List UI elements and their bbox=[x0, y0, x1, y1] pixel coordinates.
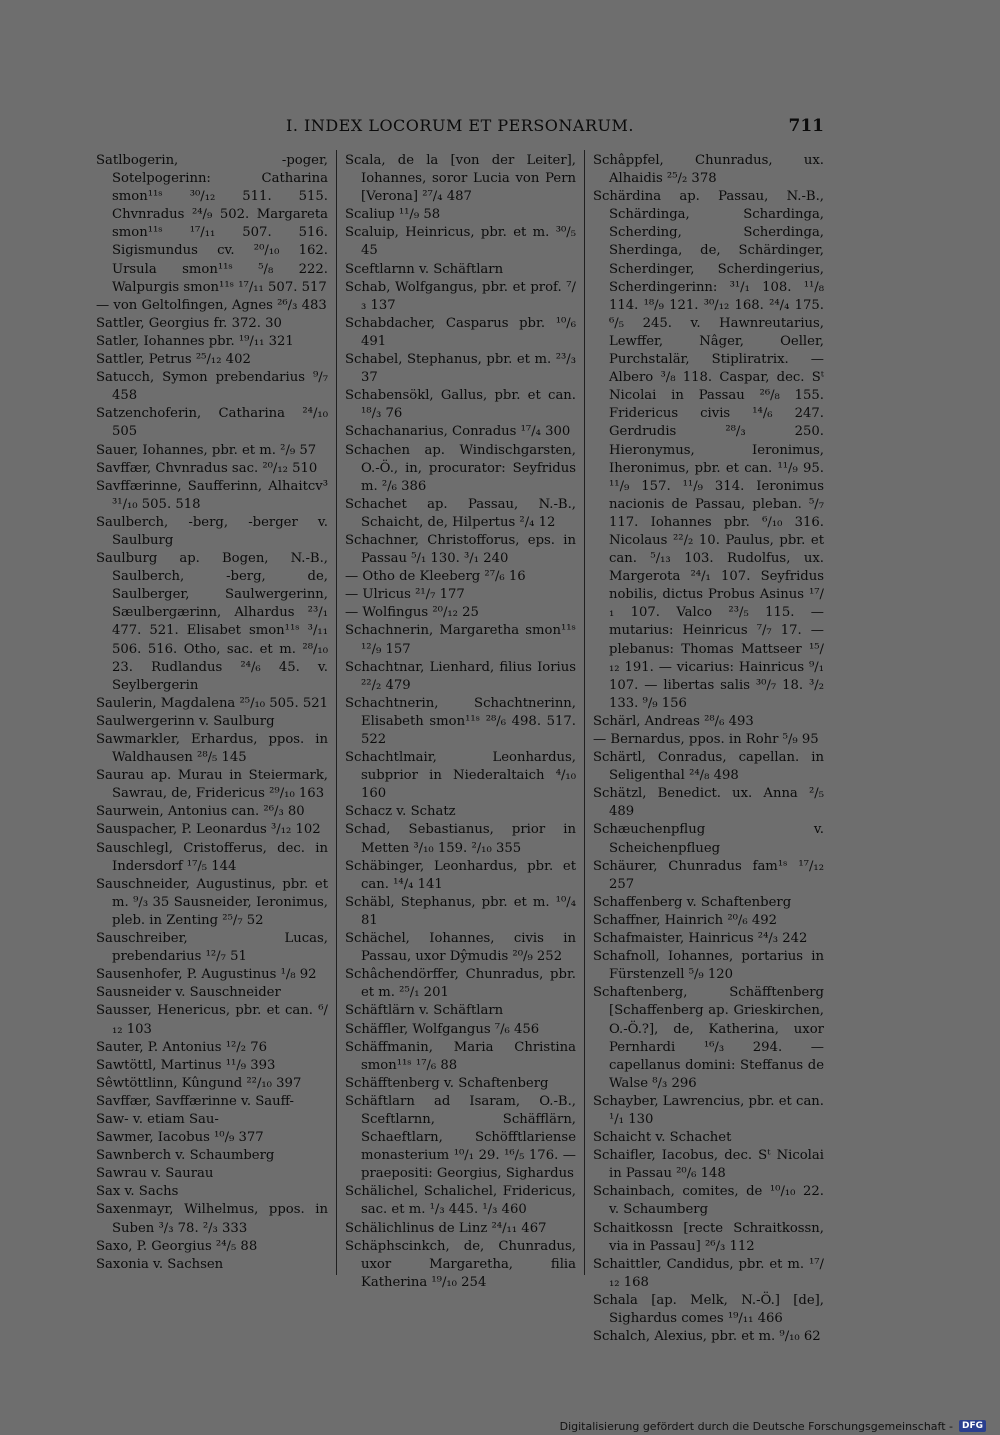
index-entry: Schäurer, Chunradus fam¹ˢ ¹⁷/₁₂ 257 bbox=[593, 858, 824, 892]
index-entry: Scaluip, Heinricus, pbr. et m. ³⁰/₅ 45 bbox=[345, 225, 576, 259]
index-entry: Schaffner, Hainrich ²⁰/₆ 492 bbox=[593, 912, 778, 928]
index-entry: Schaffenberg v. Schaftenberg bbox=[593, 894, 792, 910]
index-entry: Schälichel, Schalichel, Fridericus, sac. et m. ¹/₃ 445. ¹/₃ 460 bbox=[345, 1184, 576, 1218]
index-entry: Sauschreiber, Lucas, prebendarius ¹²/₇ 51 bbox=[96, 931, 328, 965]
running-title: I. INDEX LOCORUM ET PERSONARUM. bbox=[286, 116, 634, 135]
index-entry: Sauschneider, Augustinus, pbr. et m. ⁹/₃ 35 Sausneider, Ieronimus, pleb. in Zenting ²⁵/₇ 52 bbox=[96, 876, 328, 928]
index-entry: Schachtnerin, Schachtnerinn, Elisabeth smon¹¹ˢ ²⁸/₆ 498. 517. 522 bbox=[345, 695, 576, 747]
index-entry: Schâppfel, Chunradus, ux. Alhaidis ²⁵/₂ 378 bbox=[593, 153, 824, 187]
index-entry: Savffærinne, Saufferinn, Alhaitcv³ ³¹/₁₀ 505. 518 bbox=[96, 478, 328, 512]
index-entry: Schad, Sebastianus, prior in Metten ³/₁₀ 159. ²/₁₀ 355 bbox=[345, 822, 576, 856]
index-entry: Schächel, Iohannes, civis in Passau, uxor Dŷmudis ²⁰/₉ 252 bbox=[345, 931, 576, 965]
index-entry: Schaitkossn [recte Schraitkossn, via in Passau] ²⁶/₃ 112 bbox=[593, 1220, 824, 1254]
index-entry: Sausser, Henericus, pbr. et can. ⁶/₁₂ 103 bbox=[96, 1003, 328, 1037]
index-entry: — Bernardus, ppos. in Rohr ⁵/₉ 95 bbox=[593, 732, 819, 747]
index-entry: Schabel, Stephanus, pbr. et m. ²³/₃ 37 bbox=[345, 352, 576, 386]
index-entry: Satler, Iohannes pbr. ¹⁹/₁₁ 321 bbox=[96, 333, 294, 349]
index-entry: Schäftlarn ad Isaram, O.-B., Sceftlarnn, Schäfflärn, Schaeftlarn, Schöfftlariense monasterium ¹⁰/₁ 29. ¹⁶/₅ 176. — praepositi: Georgius, Sighardus bbox=[345, 1093, 576, 1182]
index-entry: Schäftlärn v. Schäftlarn bbox=[345, 1003, 504, 1019]
index-entry: Schäfftenberg v. Schaftenberg bbox=[345, 1075, 549, 1091]
index-entry: Schäbinger, Leonhardus, pbr. et can. ¹⁴/₄ 141 bbox=[345, 858, 576, 892]
index-entry: Satucch, Symon prebendarius ⁹/₇ 458 bbox=[96, 370, 328, 404]
index-entry: Schaftenberg, Schäfftenberg [Schaffenberg ap. Grieskirchen, O.-Ö.?], de, Katherina, uxor Pernhardi ¹⁶/₃ 294. — capellanus domini: Steffanus de Walse ⁸/₃ 296 bbox=[593, 985, 824, 1091]
index-entry: Schärdina ap. Passau, N.-B., Schärdinga, Schardinga, Scherding, Scherdinga, Sherdinga, de, Schärdinger, Scherdinger, Scherdingerius, Scherdingerinn: ³¹/₁ 108. ¹¹/₈ 114. ¹⁸/₉ 121. ³⁰/₁₂ 168. ²⁴/₄ 175. ⁶/₅ 245. v. Hawnreutarius, Lewffer, Nâger, Oeller, Purchstalär, Stipliratrix. — Albero ³/₈ 118. Caspar, dec. Sᵗ Nicolai in Passau ²⁶/₈ 155. Fridericus civis ¹⁴/₆ 247. Gerdrudis ²⁸/₃ 250. Hieronymus, Ieronimus, Iheronimus, pbr. et can. ¹¹/₉ 95. ¹¹/₉ 157. ¹¹/₉ 314. Ieronimus nacionis de Passau, pleban. ⁵/₇ 117. Iohannes pbr. ⁶/₁₀ 316. Nicolaus ²²/₂ 10. Paulus, pbr. et can. ⁵/₁₃ 103. Rudolfus, ux. Margerota ²⁴/₁ 107. Seyfridus nobilis, dictus Probus Asinus ¹⁷/₁ 107. Valco ²³/₅ 115. — mutarius: Heinricus ⁷/₇ 17. — plebanus: Thomas Mattseer ¹⁵/₁₂ 191. — vicarius: Hainricus ⁹/₁ 107. — libertas salis ³⁰/₇ 18. ³/₂ 133. ⁹/₉ 156 bbox=[593, 189, 824, 711]
page-header bbox=[90, 114, 830, 138]
index-entry: Sêwtöttlinn, Kûngund ²²/₁₀ 397 bbox=[96, 1075, 302, 1091]
index-entry: Schabdacher, Casparus pbr. ¹⁰/₆ 491 bbox=[345, 315, 576, 349]
index-entry: Sausenhofer, P. Augustinus ¹/₈ 92 bbox=[96, 967, 317, 983]
index-entry: Schätzl, Benedict. ux. Anna ²/₅ 489 bbox=[593, 786, 824, 820]
index-entry: Schainbach, comites, de ¹⁰/₁₀ 22. v. Schaumberg bbox=[593, 1184, 824, 1218]
index-entry: — Ulricus ²¹/₇ 177 bbox=[345, 587, 465, 603]
index-entry: Schala [ap. Melk, N.-Ö.] [de], Sighardus comes ¹⁹/₁₁ 466 bbox=[593, 1292, 824, 1326]
index-entry: Sattler, Georgius fr. 372. 30 bbox=[96, 315, 282, 331]
index-entry: Savffær, Chvnradus sac. ²⁰/₁₂ 510 bbox=[96, 460, 318, 476]
index-entry: Schachanarius, Conradus ¹⁷/₄ 300 bbox=[345, 424, 571, 440]
index-entry: Scaliup ¹¹/₉ 58 bbox=[345, 207, 441, 223]
index-entry: Sawrau v. Saurau bbox=[96, 1166, 214, 1182]
index-entry: Schacz v. Schatz bbox=[345, 804, 456, 820]
index-entry: Schäffler, Wolfgangus ⁷/₆ 456 bbox=[345, 1021, 540, 1037]
index-entry: — von Geltolfingen, Agnes ²⁶/₃ 483 bbox=[96, 297, 327, 313]
index-entry: Saulburg ap. Bogen, N.-B., Saulberch, -berg, de, Saulberger, Saulwergerinn, Sæulbergærinn, Alhardus ²³/₁ 477. 521. Elisabet smon¹¹ˢ ³/₁₁ 506. 516. Otho, sac. et m. ²⁸/₁₀ 23. Rudlandus ²⁴/₆ 45. v. Seylbergerin bbox=[96, 551, 328, 693]
index-entry: Schaicht v. Schachet bbox=[593, 1130, 732, 1146]
index-entry: Satzenchoferin, Catharina ²⁴/₁₀ 505 bbox=[96, 406, 328, 440]
index-entry: Schachet ap. Passau, N.-B., Schaicht, de, Hilpertus ²/₄ 12 bbox=[345, 496, 576, 530]
index-entry: — Wolfingus ²⁰/₁₂ 25 bbox=[345, 605, 479, 621]
index-entry: Schärl, Andreas ²⁸/₆ 493 bbox=[593, 713, 754, 729]
index-entry: Schäphscinkch, de, Chunradus, uxor Margaretha, filia Katherina ¹⁹/₁₀ 254 bbox=[345, 1238, 576, 1290]
index-entry: Saw- v. etiam Sau- bbox=[96, 1111, 219, 1127]
index-entry: Scala, de la [von der Leiter], Iohannes, soror Lucia von Pern [Verona] ²⁷/₄ 487 bbox=[345, 153, 576, 205]
index-columns bbox=[88, 150, 832, 1345]
index-entry: Schab, Wolfgangus, pbr. et prof. ⁷/₃ 137 bbox=[345, 279, 576, 313]
index-entry: Schäffmanin, Maria Christina smon¹¹ˢ ¹⁷/₆ 88 bbox=[345, 1039, 576, 1073]
index-entry: Sax v. Sachs bbox=[96, 1184, 179, 1200]
index-entry: Sattler, Petrus ²⁵/₁₂ 402 bbox=[96, 352, 251, 368]
index-entry: Saulberch, -berg, -berger v. Saulburg bbox=[96, 514, 328, 548]
index-entry: Schärtl, Conradus, capellan. in Seligenthal ²⁴/₈ 498 bbox=[593, 750, 824, 784]
index-entry: Saulwergerinn v. Saulburg bbox=[96, 713, 275, 729]
index-entry: Sawmer, Iacobus ¹⁰/₉ 377 bbox=[96, 1130, 264, 1146]
index-entry: Schachner, Christofforus, eps. in Passau ⁵/₁ 130. ³/₁ 240 bbox=[345, 532, 576, 567]
index-entry: Schaittler, Candidus, pbr. et m. ¹⁷/₁₂ 168 bbox=[593, 1256, 824, 1290]
index-entry: Schachtlmair, Leonhardus, subprior in Niederaltaich ⁴/₁₀ 160 bbox=[345, 750, 576, 802]
footer-text: Digitalisierung gefördert durch die Deutsche Forschungsgemeinschaft - bbox=[559, 1419, 953, 1433]
index-entry: Schabensökl, Gallus, pbr. et can. ¹⁸/₃ 76 bbox=[345, 388, 576, 422]
footer bbox=[560, 1419, 986, 1433]
index-entry: Saulerin, Magdalena ²⁵/₁₀ 505. 521 bbox=[96, 695, 328, 711]
index-entry: Sawmarkler, Erhardus, ppos. in Waldhausen ²⁸/₅ 145 bbox=[96, 732, 328, 766]
index-entry: Sawnberch v. Schaumberg bbox=[96, 1148, 275, 1164]
index-entry: Saxenmayr, Wilhelmus, ppos. in Suben ³/₃ 78. ²/₃ 333 bbox=[96, 1202, 328, 1236]
index-entry: Schaifler, Iacobus, dec. Sᵗ Nicolai in Passau ²⁰/₆ 148 bbox=[593, 1148, 824, 1182]
index-entry: Savffær, Savffærinne v. Sauff- bbox=[96, 1093, 294, 1109]
index-entry: — Otho de Kleeberg ²⁷/₆ 16 bbox=[345, 569, 526, 585]
index-entry: Schäbl, Stephanus, pbr. et m. ¹⁰/₄ 81 bbox=[345, 894, 576, 928]
index-entry: Sauspacher, P. Leonardus ³/₁₂ 102 bbox=[96, 822, 321, 838]
index-entry: Sauschlegl, Cristofferus, dec. in Indersdorf ¹⁷/₅ 144 bbox=[96, 840, 328, 874]
index-entry: Sawtöttl, Martinus ¹¹/₉ 393 bbox=[96, 1057, 276, 1073]
index-entry: Sauter, P. Antonius ¹²/₂ 76 bbox=[96, 1039, 268, 1055]
index-entry: Schafmaister, Hainricus ²⁴/₃ 242 bbox=[593, 931, 808, 947]
dfg-logo: DFG bbox=[959, 1420, 986, 1432]
index-column-middle bbox=[336, 150, 584, 1290]
index-entry: Sausneider v. Sauschneider bbox=[96, 985, 281, 1001]
index-entry: Sceftlarnn v. Schäftlarn bbox=[345, 261, 504, 277]
index-entry: Schalch, Alexius, pbr. et m. ⁹/₁₀ 62 bbox=[593, 1329, 821, 1345]
page-number: 711 bbox=[788, 116, 824, 136]
index-entry: Saurau ap. Murau in Steiermark, Sawrau, de, Fridericus ²⁹/₁₀ 163 bbox=[96, 768, 328, 802]
index-column-right bbox=[584, 150, 832, 1345]
index-entry: Schafnoll, Iohannes, portarius in Fürstenzell ⁵/₉ 120 bbox=[593, 949, 824, 983]
index-entry: Schachtnar, Lienhard, filius Iorius ²²/₂ 479 bbox=[345, 659, 576, 693]
index-entry: Schâchendörffer, Chunradus, pbr. et m. ²⁵/₁ 201 bbox=[345, 967, 576, 1001]
index-entry: Satlbogerin, -poger, Sotelpogerinn: Catharina smon¹¹ˢ ³⁰/₁₂ 511. 515. Chvnradus ²⁴/₉ 502. Margareta smon¹¹ˢ ¹⁷/₁₁ 507. 516. Sigismundus cv. ²⁰/₁₀ 162. Ursula smon¹¹ˢ ⁵/₈ 222. Walpurgis smon¹¹ˢ ¹⁷/₁₁ 507. 517 bbox=[96, 153, 328, 295]
index-entry: Saxonia v. Sachsen bbox=[96, 1256, 224, 1272]
index-entry: Saxo, P. Georgius ²⁴/₅ 88 bbox=[96, 1238, 258, 1254]
index-entry: Saurwein, Antonius can. ²⁶/₃ 80 bbox=[96, 804, 305, 820]
index-entry: Schachnerin, Margaretha smon¹¹ˢ ¹²/₉ 157 bbox=[345, 623, 576, 657]
index-column-left bbox=[88, 150, 336, 1275]
index-entry: Schayber, Lawrencius, pbr. et can. ¹/₁ 130 bbox=[593, 1093, 824, 1127]
index-entry: Schachen ap. Windischgarsten, O.-Ö., in, procurator: Seyfridus m. ²/₆ 386 bbox=[345, 442, 576, 494]
index-entry: Sauer, Iohannes, pbr. et m. ²/₉ 57 bbox=[96, 442, 317, 458]
index-entry: Schälichlinus de Linz ²⁴/₁₁ 467 bbox=[345, 1220, 547, 1236]
index-entry: Schæuchenpflug v. Scheichenpflueg bbox=[593, 822, 824, 856]
